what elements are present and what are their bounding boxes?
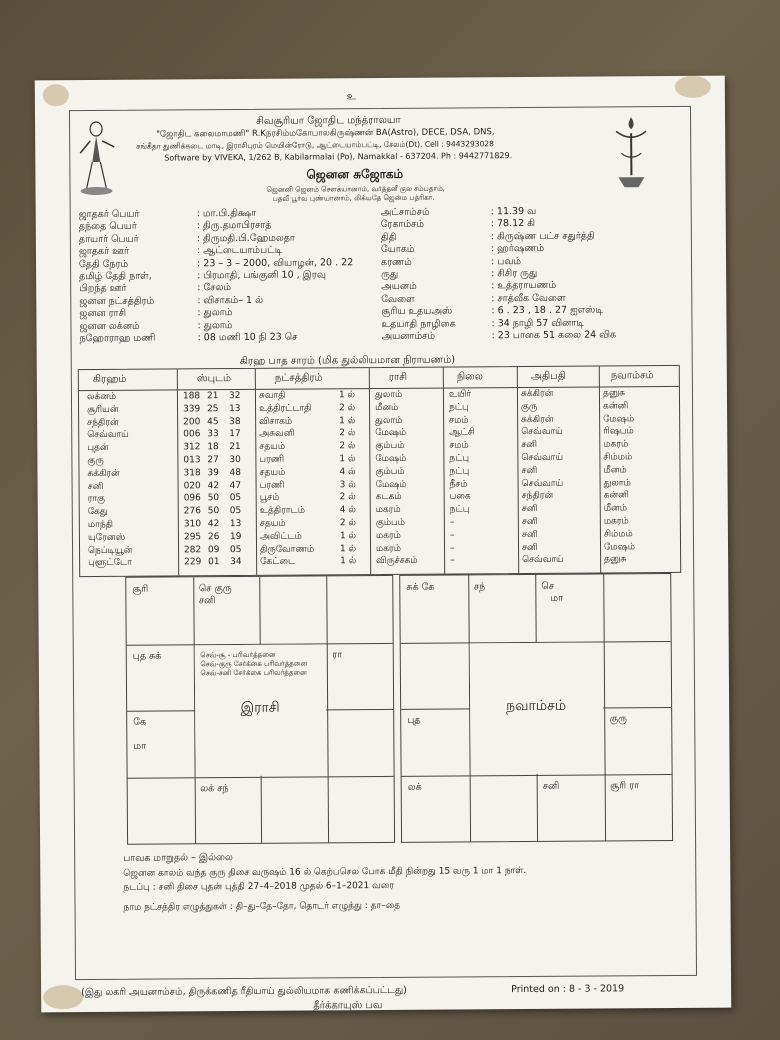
table-cell: 229 — [184, 557, 202, 568]
table-cell: 1 ல் — [338, 390, 356, 401]
table-cell: சனி — [521, 516, 538, 528]
table-cell: பகை — [449, 491, 471, 502]
table-cell: செவ்வாய் — [521, 478, 564, 489]
table-cell: – — [449, 530, 455, 541]
table-cell: பரணி — [259, 454, 285, 465]
table-cell: 188 — [182, 391, 201, 402]
chart-cell-r3c0: லக் — [407, 781, 422, 793]
blessing-text: தீர்க்காயுஸ் பவ — [313, 1000, 383, 1012]
table-cell: 312 — [183, 442, 201, 453]
planet-table-caption: கிரஹ பாத சாரம் (மிக துல்லியமான நிராயணம்) — [239, 354, 456, 367]
table-row — [80, 554, 680, 569]
detail-label: தமிழ் தேதி நாள், — [79, 270, 152, 283]
paper-stain — [43, 84, 69, 106]
detail-label: திதி — [380, 231, 397, 243]
table-cell: சதயம் — [259, 518, 286, 529]
table-cell: மகரம் — [603, 516, 629, 527]
table-cell: சுக்கிரன் — [520, 388, 554, 400]
chart-cell-r3c1: லக் சந் — [200, 782, 229, 794]
table-cell: மீனம் — [603, 503, 628, 514]
table-cell: 006 — [183, 429, 201, 440]
table-cell: மீனம் — [375, 402, 399, 413]
table-cell: 26 — [207, 531, 220, 543]
detail-value: : பிரமாதி, பங்குனி 10 , இரவு — [197, 269, 326, 282]
table-cell: நட்பு — [449, 453, 470, 464]
table-cell: 282 — [184, 544, 202, 555]
table-cell: சந்திரன் — [521, 491, 554, 502]
table-cell: 096 — [183, 493, 201, 504]
table-cell: 310 — [183, 519, 202, 530]
table-cell: மகரம் — [375, 505, 401, 516]
horoscope-sheet — [35, 76, 731, 1013]
table-cell: – — [450, 555, 455, 566]
table-cell: 34 — [230, 557, 242, 568]
table-cell: மீனம் — [603, 465, 627, 476]
table-cell: 45 — [207, 416, 219, 427]
table-cell: மாந்தி — [87, 519, 113, 531]
bhava-change: பாவக மாறுதல் – இல்லை — [123, 852, 233, 864]
table-cell: மேஷம் — [375, 428, 407, 439]
current-dasa: நடப்பு : சனி திசை புதன் புத்தி 27–4–2018 முதல் 6–1–2021 வரை — [123, 880, 394, 893]
detail-value: : 08 மணி 10 நி 23 செ — [197, 331, 298, 344]
document-border — [69, 106, 697, 980]
detail-label: அயனம் — [381, 281, 417, 293]
table-cell: 1 ல் — [340, 556, 357, 567]
detail-label: தாயார் பெயர் — [78, 233, 139, 245]
detail-value: : ஆட்டையாம்பட்டி — [196, 244, 283, 257]
astrology-office-name: சிவசூரியா ஜோதிட மந்த்ராலயா — [256, 114, 401, 127]
table-cell: – — [449, 517, 455, 528]
table-cell: சதயம் — [259, 441, 286, 453]
chart-legend-line: செவ்-சனி சேர்க்கை பரிவர்த்தனை — [200, 668, 307, 677]
detail-value: : மா.பி.திக்ஷா — [196, 207, 257, 220]
table-cell: பூசம் — [259, 493, 280, 504]
chart-center — [194, 644, 326, 776]
calculation-note: (இது லகரி அயனாம்சம், திருக்கணித ரீதியாய் துல்லியமாக கணிக்கப்பட்டது) — [81, 984, 407, 999]
table-cell: சிம்மம் — [603, 452, 633, 463]
table-cell: கன்னி — [603, 401, 629, 412]
chart-legend-line: செவ்-குரு சேர்க்கை பரிவர்த்தனை — [200, 659, 308, 668]
table-cell: தனுசு — [602, 388, 626, 399]
planet-table-header — [79, 370, 679, 385]
table-cell: கும்பம் — [375, 466, 405, 477]
table-cell: 3 ல் — [339, 479, 356, 490]
table-cell: மேஷம் — [603, 413, 635, 425]
table-cell: 33 — [207, 429, 219, 440]
table-cell: சமம் — [449, 414, 469, 426]
paper-stain — [675, 76, 711, 98]
lamp-right-icon — [606, 113, 657, 193]
table-cell: 020 — [183, 480, 201, 491]
table-cell: 1 ல் — [339, 543, 357, 554]
table-cell: 38 — [229, 416, 241, 427]
table-cell: துலாம் — [603, 477, 631, 489]
detail-value: : 23 – 3 – 2000, வியாழன், 20 . 22 — [196, 256, 354, 269]
table-cell: விசாகம் — [259, 416, 293, 427]
detail-label: ஜனன ராசி — [79, 307, 127, 320]
table-cell: துலாம் — [375, 415, 403, 426]
table-cell: சமம் — [449, 440, 469, 451]
birth-details-left — [79, 207, 380, 349]
detail-label: ரேகாம்சம் — [380, 219, 425, 231]
detail-label: அட்சாம்சம் — [380, 206, 430, 219]
table-cell: 19 — [229, 531, 242, 542]
table-cell: 42 — [207, 480, 220, 491]
table-cell: 21 — [206, 391, 219, 402]
detail-label: தேதி நேரம் — [79, 258, 129, 270]
sloka-line-1: ஜெனனி ஜெனம் சௌக்யானாம், வர்த்தனீ குல சம்பதாம், — [266, 184, 445, 194]
chart-cell-r1c3: ரா — [332, 648, 343, 660]
chart-center — [469, 642, 603, 774]
software-credit: Software by VIVEKA, 1/262 B, Kabilarmalai (Po), Namakkal - 637204. Ph : 9442771829. — [164, 151, 513, 163]
table-cell: திருவோணம் — [260, 544, 315, 555]
detail-label: உதயாதி நாழிகை — [381, 318, 456, 330]
table-cell: நீசம் — [449, 479, 468, 490]
table-cell: 295 — [183, 532, 202, 543]
table-cell: அவிட்டம் — [259, 531, 302, 542]
table-cell: சனி — [521, 440, 538, 451]
chart-cell-r2c3: குரு — [609, 713, 627, 725]
detail-label: ஜாதகர் பெயர் — [78, 208, 140, 221]
table-cell: 09 — [208, 544, 220, 555]
table-cell: 4 ல் — [339, 505, 356, 516]
table-cell: அசுவனி — [259, 429, 295, 440]
planet-table-column-header: நவாம்சம் — [610, 370, 654, 382]
table-cell: நட்பு — [449, 504, 470, 515]
table-cell: தனுசு — [604, 554, 627, 565]
table-cell: 32 — [228, 390, 241, 402]
detail-value: : துலாம் — [197, 307, 233, 319]
table-cell: கும்பம் — [375, 517, 406, 529]
sloka-line-2: பதவீ பூர்வ புண்யானாம், லிக்யதே ஜென்ம பத்ரிகா. — [272, 193, 435, 203]
detail-value: : கிருஷ்ண பட்ச சதுர்த்தி — [490, 230, 595, 243]
chart-cell-r0c1: செ குரு சனி — [198, 583, 232, 607]
table-cell: 318 — [183, 468, 201, 479]
detail-label: வேளை — [381, 293, 415, 305]
table-cell: 200 — [183, 416, 201, 427]
top-mark: உ — [346, 91, 356, 103]
table-cell: 13 — [229, 518, 242, 530]
planet-table-column-header: ராசி — [388, 371, 408, 383]
birth-details-right — [381, 205, 692, 347]
table-cell: 1 ல் — [339, 415, 356, 426]
table-cell: 30 — [229, 454, 241, 466]
table-cell: 27 — [207, 455, 219, 466]
detail-value: : விசாகம்– 1 ல் — [197, 294, 264, 307]
planet-table-body — [79, 388, 680, 572]
chart-cell-r0c0: சுக் கே — [406, 581, 435, 593]
table-cell: 05 — [230, 544, 242, 555]
table-cell: 01 — [208, 557, 220, 568]
chart-cell-r0c2: செ மா — [541, 580, 564, 604]
detail-value: : 23 பாகை 51 கலை 24 விக — [491, 329, 617, 342]
table-cell: கேது — [87, 507, 108, 518]
table-cell: சனி — [521, 542, 538, 553]
chart-cell-r3c3: சூரி ரா — [610, 779, 640, 791]
chart-cell-r1c0: புத சுக் — [132, 650, 162, 662]
table-cell: பரணி — [259, 480, 285, 491]
table-cell: மேஷம் — [375, 453, 407, 465]
table-cell: ராகு — [87, 494, 106, 505]
detail-value: : ஹர்ஷணம் — [490, 243, 545, 255]
table-cell: சுவாதி — [258, 390, 286, 401]
table-cell: 25 — [207, 403, 219, 415]
detail-label: பிறந்த ஊர் — [79, 283, 127, 295]
detail-value: : உத்தராயணம் — [491, 280, 557, 292]
detail-label: ருது — [381, 268, 399, 281]
chart-title: இராசி — [240, 699, 280, 716]
table-cell: நட்பு — [449, 466, 470, 477]
table-cell: 50 — [207, 493, 220, 504]
table-cell: 2 ல் — [339, 402, 356, 414]
table-cell: 4 ல் — [339, 466, 356, 478]
table-cell: கேட்டை — [260, 557, 296, 568]
table-cell: துலாம் — [374, 389, 403, 401]
table-cell: செவ்வாய் — [521, 452, 564, 464]
table-cell: ரிஷபம் — [603, 426, 634, 437]
detail-value: : திரு.தமாபிரசாத் — [196, 220, 272, 232]
planet-table-column-header: நிலை — [456, 371, 483, 383]
detail-label: தந்தை பெயர் — [78, 221, 137, 233]
table-cell: சனி — [87, 481, 104, 492]
table-cell: விருச்சகம் — [376, 556, 418, 567]
planet-table-column-header: அதிபதி — [530, 370, 566, 382]
detail-value: : 78.12 கி — [490, 218, 536, 230]
table-cell: உயிர் — [448, 389, 472, 400]
detail-label: ஜனன லக்னம் — [79, 320, 140, 332]
table-cell: 13 — [229, 403, 241, 414]
table-cell: 39 — [207, 467, 219, 479]
table-cell: சந்திரன் — [87, 417, 119, 428]
dasa-balance: ஜெனன காலம் வந்த குரு திசை வருஷம் 16 ல் கெற்பசெல போக மீதி நின்றது 15 வரு 1 மா 1 நாள். — [123, 866, 527, 879]
chart-cell-r2c0: கே மா — [133, 716, 147, 752]
detail-value: : சேலம் — [197, 282, 232, 294]
table-cell: சுக்கிரன் — [521, 414, 554, 425]
name-letters: நாம நட்சத்திர எழுத்துகள் : தி–து–தே–தோ, தொடர் எழுத்து : தா–தை — [123, 900, 401, 913]
table-cell: 17 — [229, 429, 241, 440]
detail-value: : சாத்வீக வேளை — [491, 292, 566, 305]
table-cell: சுக்கிரன் — [87, 468, 120, 479]
rasi-chart — [125, 575, 395, 845]
table-cell: கன்னி — [603, 490, 629, 501]
table-cell: செவ்வாய் — [522, 555, 564, 566]
table-cell: குரு — [521, 401, 538, 412]
deity-left-icon — [74, 117, 127, 197]
table-cell: புதன் — [87, 443, 109, 454]
table-cell: 42 — [207, 519, 220, 530]
chart-cell-r3c2: சனி — [542, 780, 560, 792]
table-cell: 05 — [229, 506, 242, 517]
chart-cell-r0c1: சந் — [473, 581, 486, 593]
planet-table-column-header: கிரஹம் — [92, 373, 127, 386]
table-cell: 2 ல் — [339, 492, 356, 503]
table-cell: கடகம் — [375, 492, 402, 503]
detail-value: : 34 நாழி 57 வினாடி — [491, 317, 584, 329]
navamsa-chart — [399, 573, 673, 843]
chart-cell-r0c0: சூரி — [132, 583, 149, 595]
table-cell: 2 ல் — [339, 428, 356, 439]
table-cell: சனி — [521, 529, 538, 540]
detail-label: சூரிய உதயஅஸ் — [381, 305, 453, 318]
table-cell: 21 — [229, 442, 241, 453]
table-cell: செவ்வாய் — [521, 427, 563, 438]
table-cell: நட்பு — [449, 402, 469, 413]
table-cell: குரு — [87, 455, 104, 467]
astrologer-address: சங்கீதா துணிக்கடை மாடி, இராசிபுரம் மெயின்ரோடு, ஆட்டையாம்பட்டி, சேலம்(Dt). Cell : 9443293028 — [136, 139, 494, 151]
planet-table-column-header: நட்சத்திரம் — [274, 372, 323, 384]
table-cell: யுரேனஸ் — [87, 532, 126, 543]
chart-legend-line: செவ்-சூ - பரிவர்த்தனை — [200, 650, 276, 659]
detail-label: நஹோராஹ மணி — [79, 332, 156, 345]
table-cell: சனி — [521, 504, 538, 515]
table-cell: ஆட்சி — [449, 427, 475, 438]
detail-label: அயனாம்சம் — [381, 330, 436, 343]
table-cell: சதயம் — [259, 467, 286, 478]
table-cell: சிம்மம் — [603, 529, 633, 540]
table-cell: 2 ல் — [339, 518, 356, 529]
table-cell: 276 — [183, 506, 201, 517]
detail-label: கரணம் — [380, 256, 412, 268]
chart-title: நவாம்சம் — [506, 697, 567, 715]
table-cell: 05 — [229, 493, 242, 504]
table-cell: சூரியன் — [87, 404, 119, 415]
table-cell: மகரம் — [375, 530, 401, 541]
table-cell: கும்பம் — [375, 441, 405, 452]
detail-value: : துலாம் — [197, 319, 233, 331]
table-cell: உத்திரட்டாதி — [259, 403, 312, 414]
printed-date: Printed on : 8 - 3 - 2019 — [511, 983, 625, 996]
table-cell: 1 ல் — [339, 454, 356, 465]
detail-value: : 6 . 23 , 18 . 27 ஐஎஸ்டி — [491, 304, 603, 317]
detail-label: ஜாதகர் ஊர் — [78, 245, 130, 258]
table-cell: மகரம் — [603, 439, 629, 450]
table-cell: லக்னம் — [86, 391, 117, 403]
table-cell: உத்திராடம் — [259, 505, 305, 517]
table-cell: 48 — [229, 467, 241, 478]
detail-label: ஜனன நட்சத்திரம் — [79, 295, 155, 307]
table-cell: சனி — [521, 465, 538, 476]
table-cell: மகரம் — [375, 543, 401, 554]
detail-value: : திருமதி.பி.ஹேமலதா — [196, 232, 295, 245]
table-cell: புளூட்டோ — [88, 558, 132, 569]
detail-value: : 11.39 வ — [490, 205, 537, 218]
table-cell: 2 ல் — [339, 441, 356, 452]
astrologer-name: "ஜோதிட கலைமாமணி" R.Kநரசிம்மகோபாலகிருஷ்ணன் BA(Astro), DECE, DSA, DNS, — [156, 127, 495, 140]
table-cell: 1 ல் — [339, 530, 357, 542]
detail-label: யோகம் — [380, 243, 415, 256]
table-cell: 339 — [183, 404, 201, 415]
table-cell: 50 — [207, 506, 220, 517]
table-cell: 47 — [229, 480, 242, 491]
table-cell: – — [449, 543, 455, 554]
table-cell: 013 — [183, 455, 201, 466]
detail-value: : பவம் — [490, 255, 522, 267]
table-cell: நெப்டியூன் — [88, 545, 133, 556]
planet-table-column-header: ஸ்புடம் — [196, 373, 232, 385]
paper-stain — [43, 985, 83, 1009]
table-cell: 18 — [207, 442, 219, 453]
document-title: ஜெனன சுஜோகம் — [306, 166, 404, 182]
planet-position-table — [78, 365, 681, 577]
table-cell: மேஷம் — [603, 541, 636, 553]
table-cell: மேஷம் — [375, 479, 407, 490]
table-cell: செவ்வாய் — [87, 430, 129, 441]
detail-value: : சிசிர ருது — [491, 267, 538, 280]
chart-cell-r2c0: புத — [407, 714, 421, 726]
